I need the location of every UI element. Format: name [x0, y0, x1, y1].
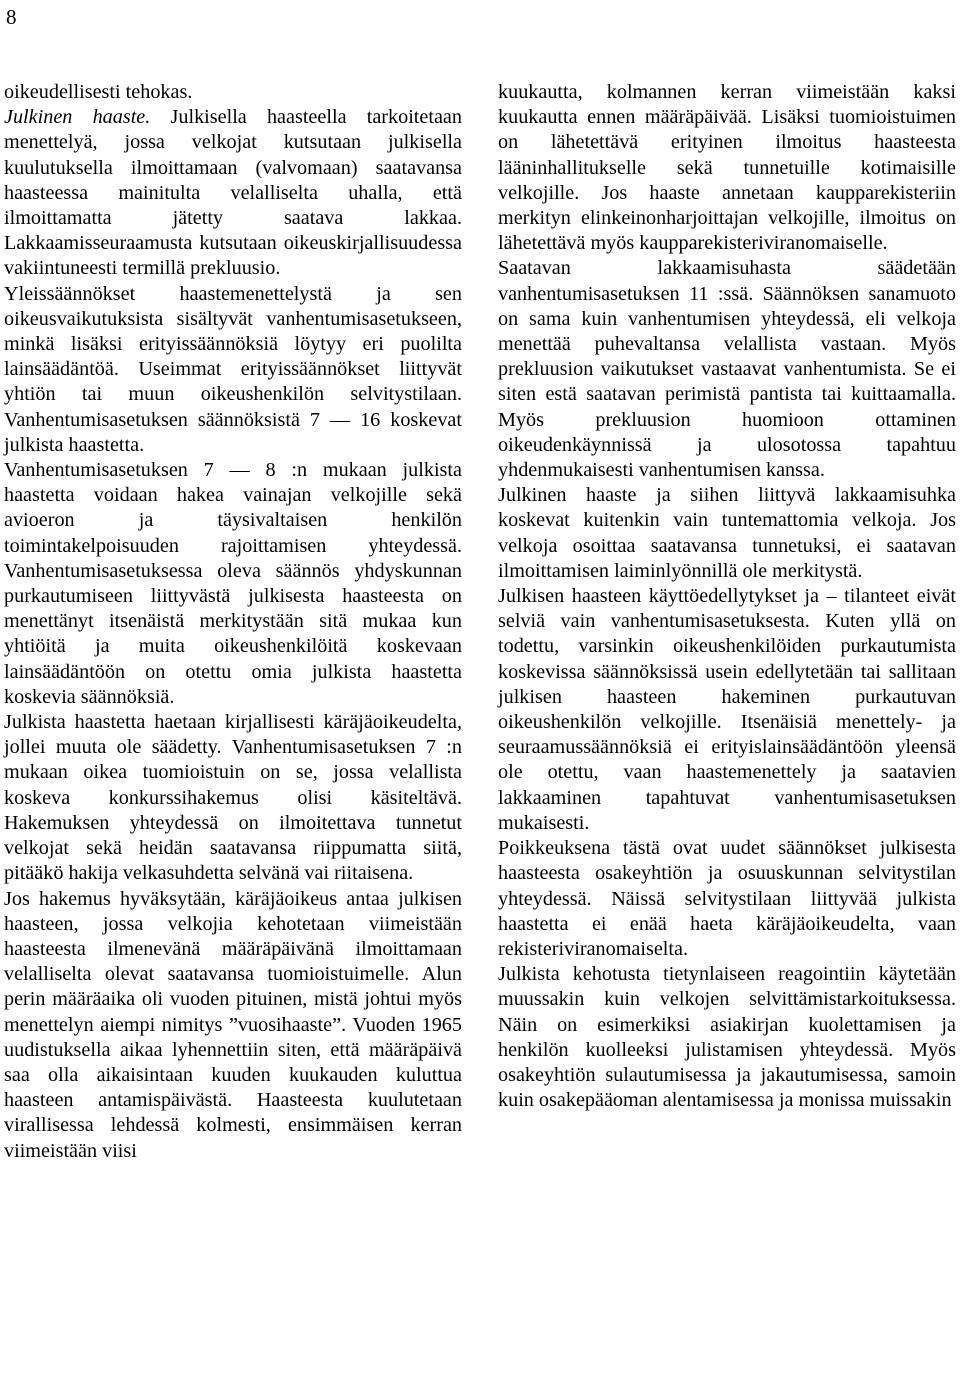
paragraph — [498, 962, 956, 1113]
paragraph-text: Julkinen haaste ja siihen liittyvä lakkaamisuhka koskevat kuitenkin vain tuntemattomia velkoja. Jos velkoja osoittaa saatavansa tunnetuksi, ei saatavan ilmoittamisen laiminlyönnillä ole merkitystä. — [498, 484, 956, 582]
paragraph-text: oikeudellisesti tehokas. — [4, 81, 193, 103]
paragraph — [4, 710, 462, 886]
paragraph — [498, 80, 956, 256]
paragraph-text: Yleissäännökset haastemenettelystä ja sen oikeusvaikutuksista sisältyvät vanhentumisasetukseen, minkä lisäksi erityissäännöksiä löytyy eri puolilta lainsäädäntöä. Useimmat erityissäännökset liittyvät yhtiön tai muun oikeushenkilön selvitystilaan. Vanhentumisasetuksen säännöksistä 7 — 16 koskevat julkista haastetta. — [4, 282, 462, 456]
paragraph-lead-heading: Julkinen haaste. — [4, 106, 151, 129]
paragraph-text: Jos hakemus hyväksytään, käräjäoikeus antaa julkisen haasteen, jossa velkojia kehotetaan viimeistään haasteesta ilmenevänä määräpäivänä ilmoittamaan velalliselta olevat saatavansa tuomioistuimelle. Alun perin määräaika oli vuoden pituinen, mistä johtui myös menettelyn aiempi nimitys ”vuosihaaste”. Vuoden 1965 uudistuksella aikaa lyhennettiin siten, että määräpäivä saa olla aikaisintaan kuuden kuukauden kuluttua haasteen antamispäivästä. Haasteesta kuulutetaan virallisessa lehdessä kolmesti, ensimmäisen kerran viimeistään viisi — [4, 887, 462, 1162]
paragraph — [4, 458, 462, 710]
left-text-column — [4, 80, 462, 1164]
paragraph — [4, 282, 462, 458]
paragraph-text: Julkisella haasteella tarkoitetaan menettelyä, jossa velkojat kutsutaan julkisella kuulutuksella ilmoittamaan (valvomaan) saatavansa haasteessa mainitulta velalliselta uhalla, että ilmoittamatta jätetty saatava lakkaa. Lakkaamisseuraamusta kutsutaan oikeuskirjallisuudessa vakiintuneesti termillä prekluusio. — [4, 106, 462, 280]
paragraph-text: Julkista haastetta haetaan kirjallisesti käräjäoikeudelta, jollei muuta ole säädetty. Vanhentumisasetuksen 7 :n mukaan oikea tuomioistuin on se, jossa velallista koskeva konkurssihakemus olisi käsiteltävä. Hakemuksen yhteydessä on ilmoitettava tunnetut velkojat sekä heidän saatavansa riippumatta siitä, pitääkö hakija velkasuhdetta selvänä vai riitaisena. — [4, 711, 462, 885]
paragraph-text: Poikkeuksena tästä ovat uudet säännökset julkisesta haasteesta osakeyhtiön ja osuuskunnan selvitystilan yhteydessä. Näissä selvitystilaan liittyvää julkista haastetta ei enää haeta käräjäoikeudelta, vaan rekisteriviranomaiselta. — [498, 837, 956, 960]
paragraph-text: Saatavan lakkaamisuhasta säädetään vanhentumisasetuksen 11 :ssä. Säännöksen sanamuoto on sama kuin vanhentumisen yhteydessä, eli velkoja menettää puhevaltansa velallista vastaan. Myös prekluusion vaikutukset vastaavat vanhentumista. Se ei siten estä saatavan perimistä pantista tai kuittaamalla. Myös prekluusion huomioon ottaminen oikeudenkäynnissä ja ulosotossa tapahtuu yhdenmukaisesti vanhentumisen kanssa. — [498, 257, 956, 482]
paragraph — [498, 483, 956, 584]
paragraph — [4, 887, 462, 1164]
paragraph — [4, 80, 462, 105]
paragraph — [498, 256, 956, 483]
paragraph-text: kuukautta, kolmannen kerran viimeistään kaksi kuukautta ennen määräpäivää. Lisäksi tuomioistuimen on lähetettävä erityinen ilmoitus haasteesta lääninhallitukselle sekä tunnetuille kotimaisille velkojille. Jos haaste annetaan kaupparekisteriin merkityn elinkeinonharjoittajan velkojille, ilmoitus on lähetettävä myös kaupparekisteriviranomaiselle. — [498, 81, 956, 255]
paragraph-text: Julkisen haasteen käyttöedellytykset ja – tilanteet eivät selviä vain vanhentumisasetuksesta. Kuten yllä on todettu, varsinkin oikeushenkilöiden purkautumista koskevissa säännöksissä usein edellytetään tai sallitaan julkisen haasteen hakeminen purkautuvan oikeushenkilön velkojille. Itsenäisiä menettely- ja seuraamussäännöksiä ei erityislainsäädäntöön yleensä ole otettu, vaan haastemenettely ja saatavien lakkaaminen tapahtuvat vanhentumisasetuksen mukaisesti. — [498, 585, 956, 834]
paragraph — [4, 105, 462, 281]
page-number: 8 — [6, 5, 17, 29]
paragraph — [498, 836, 956, 962]
paragraph-text: Julkista kehotusta tietynlaiseen reagointiin käytetään muussakin kuin velkojen selvittämistarkoituksessa. Näin on esimerkiksi asiakirjan kuolettamisen ja henkilön kuolleeksi julistamisen yhteydessä. Myös osakeyhtiön sulautumisessa ja jakautumisessa, samoin kuin osakepääoman alentamisessa ja monissa muissakin — [498, 963, 956, 1112]
right-text-column — [498, 80, 956, 1113]
paragraph-text: Vanhentumisasetuksen 7 — 8 :n mukaan julkista haastetta voidaan hakea vainajan velkojille sekä avioeron ja täysivaltaisen henkilön toimintakelpoisuuden rajoittamisen yhteydessä. Vanhentumisasetuksessa oleva säännös yhdyskunnan purkautumiseen liittyvästä julkisesta haasteesta on menettänyt itsenäistä merkitystään sitä mukaa kun yhtiöitä ja muita oikeushenkilöitä koskevaan lainsäädäntöön on otettu omia julkista haastetta koskevia säännöksiä. — [4, 459, 462, 708]
paragraph — [498, 584, 956, 836]
